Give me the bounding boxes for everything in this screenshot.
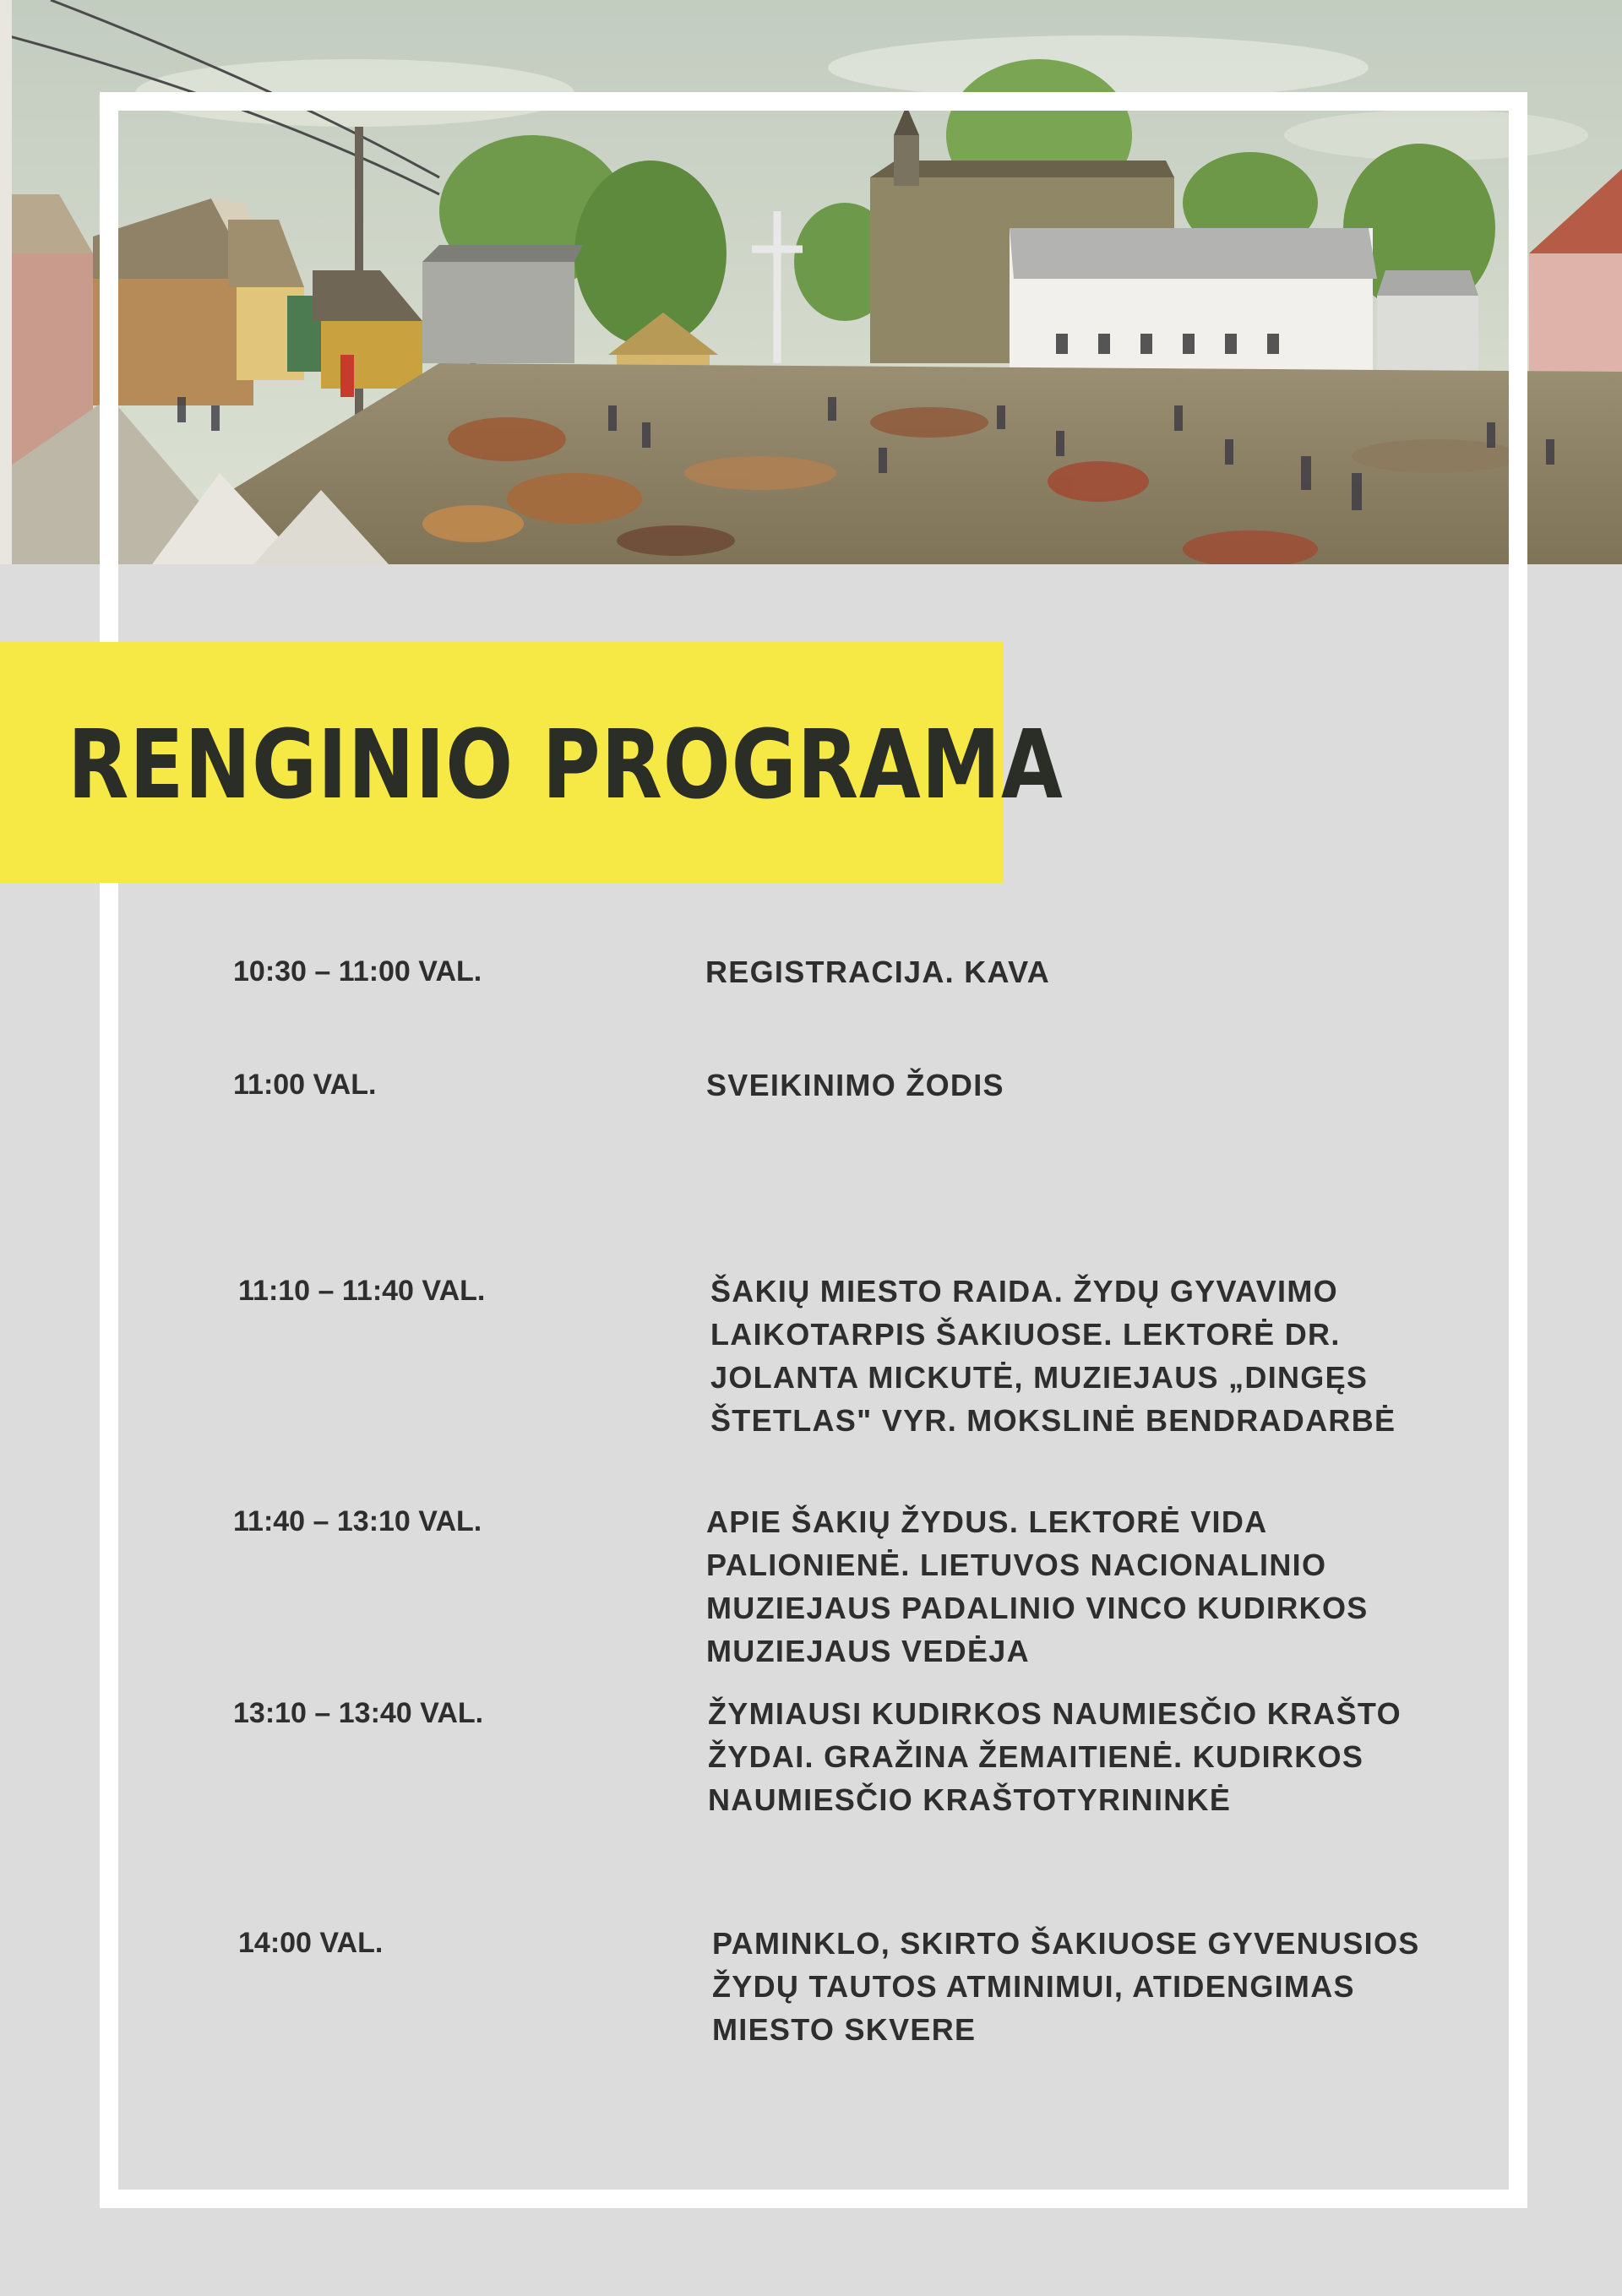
schedule-description bbox=[706, 1064, 1450, 1107]
schedule-description-line: PALIONIENĖ. LIETUVOS NACIONALINIO bbox=[706, 1548, 1327, 1582]
schedule-description bbox=[705, 950, 1449, 993]
schedule-time: 10:30 – 11:00 VAL. bbox=[233, 955, 482, 987]
schedule-description-line: MUZIEJAUS VEDĖJA bbox=[706, 1634, 1030, 1668]
schedule-time: 11:40 – 13:10 VAL. bbox=[233, 1505, 482, 1537]
schedule-description-line: NAUMIESČIO KRAŠTOTYRININKĖ bbox=[708, 1782, 1232, 1817]
schedule-description-line: MIESTO SKVERE bbox=[712, 2012, 977, 2047]
schedule-description-line: ŽYDAI. GRAŽINA ŽEMAITIENĖ. KUDIRKOS bbox=[708, 1739, 1364, 1774]
schedule-description-line: ŽYMIAUSI KUDIRKOS NAUMIESČIO KRAŠTO bbox=[708, 1696, 1402, 1731]
schedule-description-line: ŠAKIŲ MIESTO RAIDA. ŽYDŲ GYVAVIMO bbox=[710, 1274, 1338, 1309]
schedule-description-line: LAIKOTARPIS ŠAKIUOSE. LEKTORĖ DR. bbox=[710, 1317, 1341, 1352]
schedule-description-line: REGISTRACIJA. KAVA bbox=[705, 955, 1051, 989]
schedule-description-line: JOLANTA MICKUTĖ, MUZIEJAUS „DINGĘS bbox=[710, 1360, 1369, 1395]
schedule-description-line: MUZIEJAUS PADALINIO VINCO KUDIRKOS bbox=[706, 1591, 1369, 1625]
schedule-time: 11:00 VAL. bbox=[233, 1069, 377, 1101]
schedule-description-line: SVEIKINIMO ŽODIS bbox=[706, 1068, 1004, 1102]
schedule-description bbox=[706, 1500, 1450, 1673]
schedule-description-line: ŠTETLAS" VYR. MOKSLINĖ BENDRADARBĖ bbox=[710, 1403, 1396, 1438]
schedule-time: 11:10 – 11:40 VAL. bbox=[238, 1275, 486, 1307]
page-title: RENGINIO PROGRAMA bbox=[68, 710, 1064, 820]
schedule-description-line: ŽYDŲ TAUTOS ATMINIMUI, ATIDENGIMAS bbox=[712, 1969, 1355, 2004]
town-market-painting bbox=[0, 0, 1622, 564]
schedule-description-line: PAMINKLO, SKIRTO ŠAKIUOSE GYVENUSIOS bbox=[712, 1926, 1420, 1961]
schedule-time: 14:00 VAL. bbox=[238, 1927, 384, 1959]
schedule-description bbox=[710, 1270, 1454, 1442]
schedule-description bbox=[712, 1922, 1456, 2051]
schedule-description bbox=[708, 1692, 1451, 1821]
schedule-time: 13:10 – 13:40 VAL. bbox=[233, 1697, 484, 1729]
schedule-description-line: APIE ŠAKIŲ ŽYDUS. LEKTORĖ VIDA bbox=[706, 1504, 1268, 1539]
